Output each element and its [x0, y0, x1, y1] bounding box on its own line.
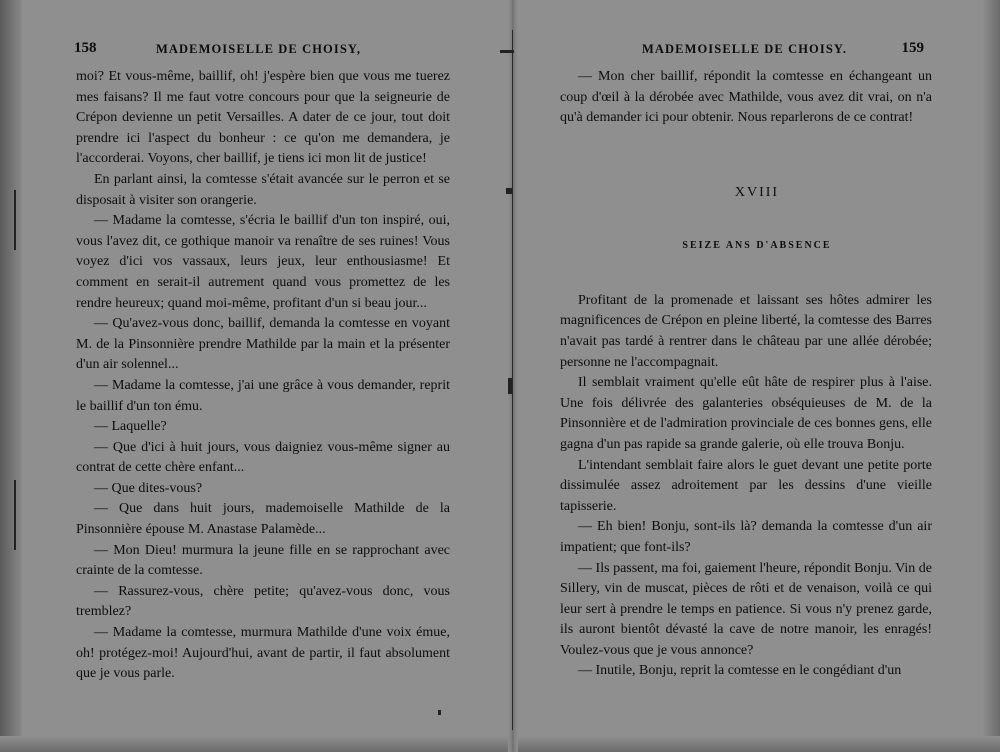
paragraph: — Eh bien! Bonju, sont-ils là? demanda la comtesse d'un air impatient; que font-ils?: [560, 519, 932, 555]
paragraph: — Inutile, Bonju, reprit la comtesse en le congédiant d'un: [578, 663, 902, 679]
paragraph: — Madame la comtesse, s'écria le baillif d'un ton inspiré, oui, vous l'avez dit, ce gothique manoir va renaître de ses ruines! Vous voyez d'ici vos vassaux, leurs jeux, leur enthousiasme! Et comment en serait-il autrement quand vous promettez de les rendre heureux; quand moi-même, profitant d'un si beau jour...: [76, 213, 450, 311]
right-page-edge: [982, 0, 1000, 752]
paragraph: — Que dites-vous?: [94, 480, 203, 496]
left-running-head: [60, 40, 450, 62]
paragraph: Profitant de la promenade et laissant ses hôtes admirer les magnificences de Crépon en pleine liberté, la comtesse des Barres n'avait pas tardé à rentrer dans le château par une allée dérobée; personne ne l'accompagnait.: [560, 292, 932, 370]
left-page: [60, 40, 450, 685]
book-gutter: [508, 0, 518, 752]
paragraph: moi? Et vous-même, baillif, oh! j'espère bien que vous me tuerez mes faisans? Il me faut votre concours pour que la seigneurie de Crépon devienne un petit Versailles. A dater de ce jour, tout doit prendre ici l'aspect du bonheur : ce qu'on me demandera, je l'accorderai. Voyons, cher baillif, je tiens ici mon lit de justice!: [76, 69, 450, 167]
right-page-number: 159: [901, 40, 924, 56]
paragraph: L'intendant semblait faire alors le guet devant une petite porte dissimulée assez adroitement par les dessins d'une vieille tapisserie.: [560, 457, 932, 514]
gutter-fold-line: [512, 30, 513, 730]
paragraph: Il semblait vraiment qu'elle eût hâte de respirer plus à l'aise. Une fois délivrée des galanteries obséquieuses de M. de la Pinsonnière et de l'admiration provinciale de ces bonnes gens, elle gagna d'un pas rapide sa grande galerie, où elle trouva Bonju.: [560, 375, 932, 452]
paragraph: — Que d'ici à huit jours, vous daigniez vous-même signer au contrat de cette chère enfant...: [76, 439, 450, 476]
paragraph: En parlant ainsi, la comtesse s'était avancée sur le perron et se disposait à visiter son orangerie.: [76, 171, 450, 208]
paragraph: — Madame la comtesse, j'ai une grâce à vous demander, reprit le baillif d'un ton ému.: [76, 377, 450, 414]
bottom-page-edge: [0, 736, 1000, 752]
paragraph: — Mon Dieu! murmura la jeune fille en se rapprochant avec crainte de la comtesse.: [76, 542, 450, 579]
chapter-body: [556, 291, 932, 682]
chapter-title: SEIZE ANS D'ABSENCE: [682, 239, 832, 251]
right-running-head: [556, 40, 932, 62]
paragraph: — Madame la comtesse, murmura Mathilde d'une voix émue, oh! protégez-moi! Aujourd'hui, avant de partir, il faut absolument que je vous parle.: [76, 625, 450, 682]
right-page: [556, 40, 932, 682]
paragraph: — Qu'avez-vous donc, baillif, demanda la comtesse en voyant M. de la Pinsonnière prendre Mathilde par la main et la présenter d'un air solennel...: [76, 316, 450, 373]
left-page-body: [60, 67, 450, 685]
paragraph: — Mon cher baillif, répondit la comtesse en échangeant un coup d'œil à la dérobée avec Mathilde, vous avez dit vrai, on n'a qu'à demander ici pour obtenir. Nous reparlerons de ce contrat!: [560, 69, 932, 126]
right-page-opening: [556, 67, 932, 129]
paragraph: — Ils passent, ma foi, gaiement l'heure, répondit Bonju. Vin de Sillery, vin de muscat, pièces de rôti et de venaison, voilà ce qui leur sert à prendre le temps en patience. Si vous n'y prenez garde, ils auront bientôt dévasté la cave de notre manoir, les enragés! Voulez-vous que je vous annonce?: [560, 560, 932, 658]
paragraph: — Rassurez-vous, chère petite; qu'avez-vous donc, vous tremblez?: [76, 583, 450, 620]
paragraph: — Que dans huit jours, mademoiselle Mathilde de la Pinsonnière épouse M. Anastase Palamède...: [76, 501, 450, 538]
left-running-title: MADEMOISELLE DE CHOISY,: [156, 42, 362, 56]
chapter-number: XVIII: [734, 184, 780, 200]
left-page-number: 158: [74, 40, 97, 56]
paragraph: — Laquelle?: [94, 419, 167, 435]
right-running-title: MADEMOISELLE DE CHOISY.: [642, 42, 848, 56]
left-page-edge: [0, 0, 22, 752]
